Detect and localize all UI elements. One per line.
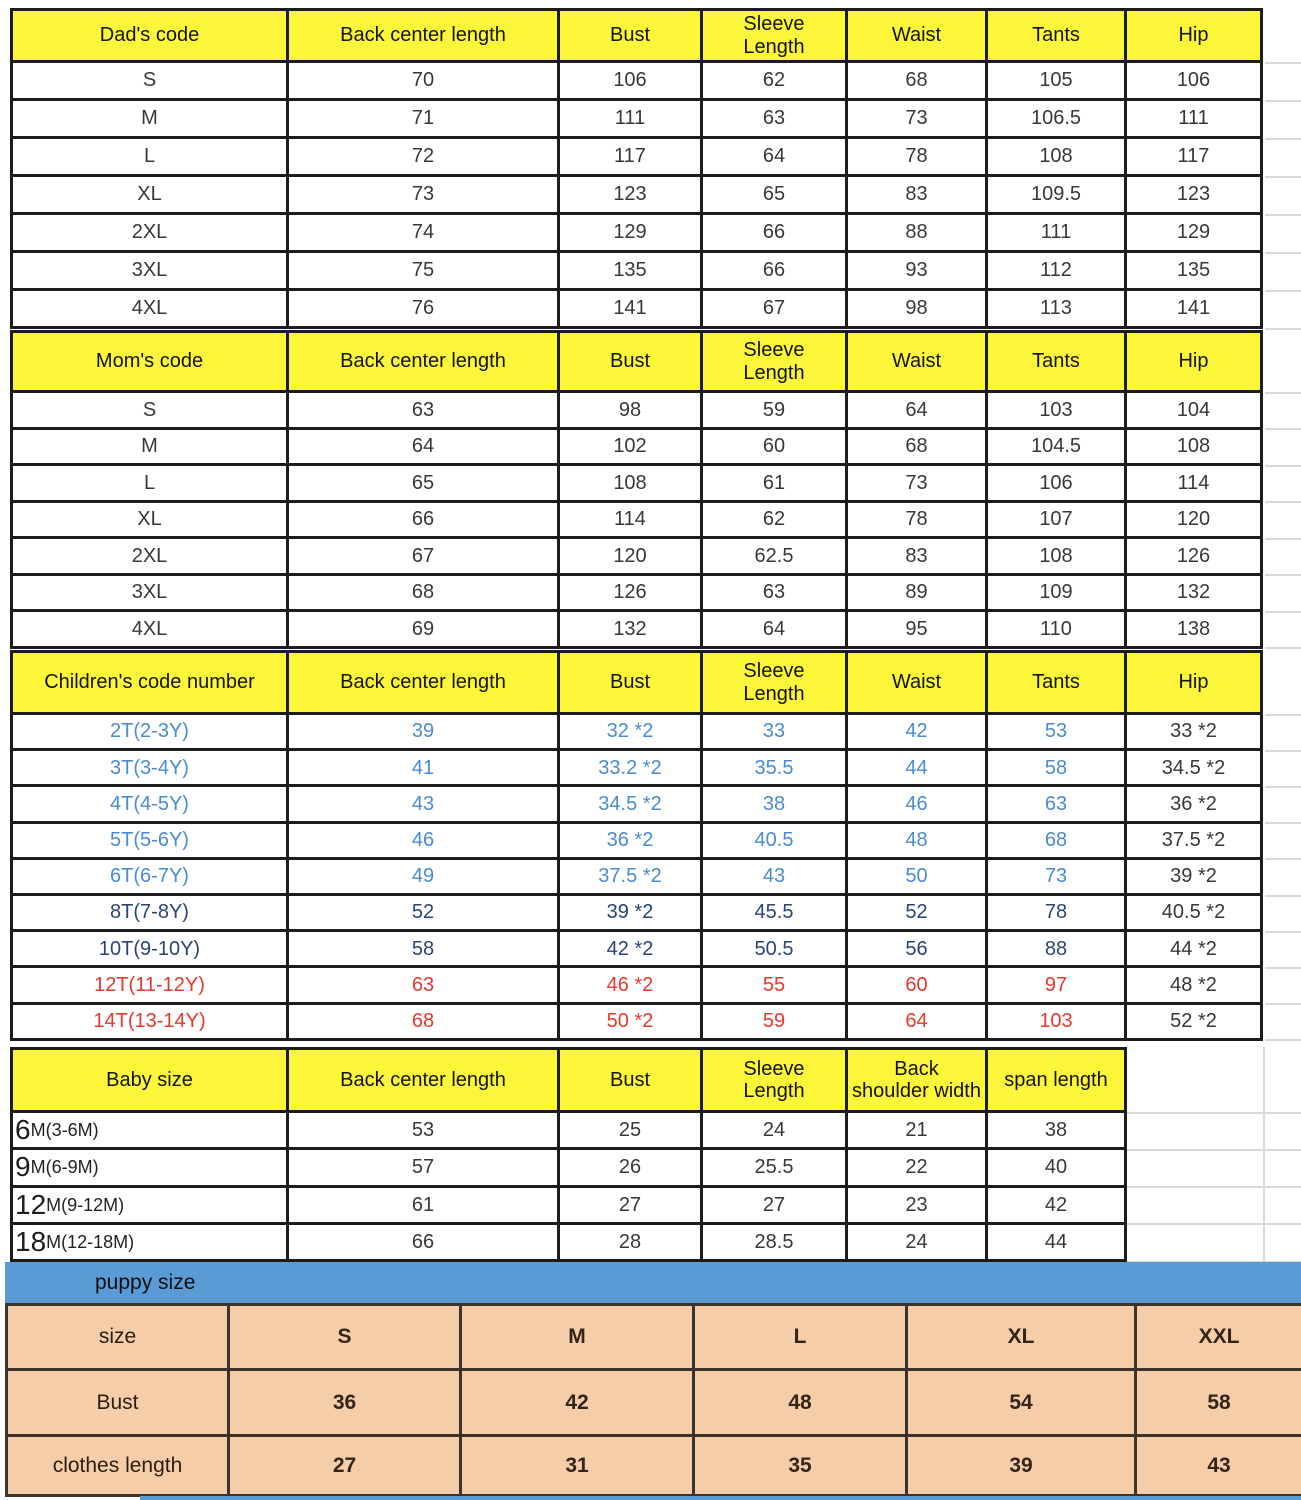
dad-header-cell-1: Back center length xyxy=(289,11,557,60)
faint-gridline xyxy=(1265,100,1301,102)
faint-gridline xyxy=(1265,967,1301,969)
puppy-row-1-cell-1: 36 xyxy=(230,1371,459,1434)
mom-header-cell-0: Mom's code xyxy=(13,333,286,390)
bottom-blue-strip xyxy=(140,1496,1301,1500)
faint-gridline xyxy=(1127,1186,1301,1188)
dad-row-2-cell-4: 78 xyxy=(848,139,985,174)
mom-row-2-label: L xyxy=(13,466,286,500)
mom-row-3-cell-3: 62 xyxy=(703,503,845,537)
dad-header-cell-5: Tants xyxy=(988,11,1124,60)
faint-gridline xyxy=(1263,1047,1265,1262)
mom-row-3-cell-6: 120 xyxy=(1127,503,1260,537)
children-row-2-cell-1: 43 xyxy=(289,787,557,820)
baby-row-0-cell-4: 21 xyxy=(848,1113,985,1147)
children-row-4-label: 6T(6-7Y) xyxy=(13,860,286,893)
puppy-size-banner-label: puppy size xyxy=(95,1270,196,1294)
dad-row-2-cell-6: 117 xyxy=(1127,139,1260,174)
dad-header-cell-2: Bust xyxy=(560,11,700,60)
baby-row-1-cell-5: 40 xyxy=(988,1150,1124,1184)
dad-row-0-cell-5: 105 xyxy=(988,63,1124,98)
mom-row-1-cell-1: 64 xyxy=(289,430,557,464)
children-row-7-cell-1: 63 xyxy=(289,968,557,1001)
dad-row-2-cell-2: 117 xyxy=(560,139,700,174)
children-row-4-cell-4: 50 xyxy=(848,860,985,893)
children-row-3-cell-4: 48 xyxy=(848,824,985,857)
dad-size-table xyxy=(10,8,1263,329)
faint-gridline xyxy=(1265,1003,1301,1005)
puppy-row-1-cell-5: 58 xyxy=(1137,1371,1301,1434)
children-row-3-label: 5T(5-6Y) xyxy=(13,824,286,857)
dad-row-6-label: 4XL xyxy=(13,291,286,326)
mom-row-1-label: M xyxy=(13,430,286,464)
puppy-row-2-label: clothes length xyxy=(8,1437,227,1494)
puppy-size-table xyxy=(5,1303,1301,1497)
baby-header-cell-2: Bust xyxy=(560,1050,700,1110)
children-row-4-cell-5: 73 xyxy=(988,860,1124,893)
puppy-row-1-cell-4: 54 xyxy=(908,1371,1134,1434)
puppy-size-banner xyxy=(5,1262,1301,1303)
children-row-1-cell-3: 35.5 xyxy=(703,751,845,784)
faint-gridline xyxy=(1265,647,1301,649)
mom-row-4-cell-1: 67 xyxy=(289,539,557,573)
puppy-row-0-cell-5: XXL xyxy=(1137,1306,1301,1368)
mom-row-2-cell-1: 65 xyxy=(289,466,557,500)
baby-size-table xyxy=(10,1047,1127,1262)
faint-gridline xyxy=(1127,1112,1301,1114)
dad-row-5-cell-5: 112 xyxy=(988,253,1124,288)
mom-row-1-cell-6: 108 xyxy=(1127,430,1260,464)
children-row-6-cell-2: 42 *2 xyxy=(560,932,700,965)
children-row-2-cell-4: 46 xyxy=(848,787,985,820)
baby-row-3-cell-2: 28 xyxy=(560,1225,700,1259)
baby-row-3-label: 18 M(12-18M) xyxy=(13,1225,286,1259)
faint-gridline xyxy=(1265,714,1301,716)
baby-row-1-cell-3: 25.5 xyxy=(703,1150,845,1184)
dad-row-1-cell-6: 111 xyxy=(1127,101,1260,136)
puppy-row-2-cell-3: 35 xyxy=(695,1437,905,1494)
dad-row-2-label: L xyxy=(13,139,286,174)
dad-row-3-cell-1: 73 xyxy=(289,177,557,212)
faint-gridline xyxy=(1265,62,1301,64)
dad-row-2-cell-1: 72 xyxy=(289,139,557,174)
faint-gridline xyxy=(1265,392,1301,394)
children-row-0-label: 2T(2-3Y) xyxy=(13,715,286,748)
dad-row-5-cell-3: 66 xyxy=(703,253,845,288)
baby-header-cell-0: Baby size xyxy=(13,1050,286,1110)
children-row-2-label: 4T(4-5Y) xyxy=(13,787,286,820)
mom-row-4-cell-2: 120 xyxy=(560,539,700,573)
faint-gridline xyxy=(1265,895,1301,897)
faint-gridline xyxy=(1265,750,1301,752)
puppy-row-2-cell-2: 31 xyxy=(462,1437,692,1494)
dad-row-0-cell-3: 62 xyxy=(703,63,845,98)
children-row-0-cell-3: 33 xyxy=(703,715,845,748)
puppy-row-2-cell-4: 39 xyxy=(908,1437,1134,1494)
children-row-1-cell-5: 58 xyxy=(988,751,1124,784)
children-row-8-cell-3: 59 xyxy=(703,1005,845,1038)
faint-gridline xyxy=(1265,428,1301,430)
mom-row-0-label: S xyxy=(13,393,286,427)
children-row-3-cell-3: 40.5 xyxy=(703,824,845,857)
puppy-row-0-cell-1: S xyxy=(230,1306,459,1368)
mom-row-0-cell-1: 63 xyxy=(289,393,557,427)
dad-row-1-cell-5: 106.5 xyxy=(988,101,1124,136)
mom-row-5-cell-6: 132 xyxy=(1127,576,1260,610)
children-row-8-cell-1: 68 xyxy=(289,1005,557,1038)
puppy-row-1-label: Bust xyxy=(8,1371,227,1434)
children-row-8-cell-4: 64 xyxy=(848,1005,985,1038)
children-row-1-cell-2: 33.2 *2 xyxy=(560,751,700,784)
faint-gridline xyxy=(1265,822,1301,824)
faint-gridline xyxy=(1265,538,1301,540)
children-row-4-cell-6: 39 *2 xyxy=(1127,860,1260,893)
children-header-cell-2: Bust xyxy=(560,653,700,712)
mom-row-2-cell-6: 114 xyxy=(1127,466,1260,500)
mom-row-3-cell-4: 78 xyxy=(848,503,985,537)
dad-row-1-label: M xyxy=(13,101,286,136)
dad-row-4-cell-1: 74 xyxy=(289,215,557,250)
mom-row-2-cell-4: 73 xyxy=(848,466,985,500)
children-row-4-cell-3: 43 xyxy=(703,860,845,893)
children-row-0-cell-6: 33 *2 xyxy=(1127,715,1260,748)
children-row-5-label: 8T(7-8Y) xyxy=(13,896,286,929)
dad-row-3-label: XL xyxy=(13,177,286,212)
children-row-5-cell-3: 45.5 xyxy=(703,896,845,929)
baby-row-0-cell-3: 24 xyxy=(703,1113,845,1147)
dad-row-0-cell-6: 106 xyxy=(1127,63,1260,98)
children-row-6-cell-1: 58 xyxy=(289,932,557,965)
baby-row-1-label: 9 M(6-9M) xyxy=(13,1150,286,1184)
mom-header-cell-5: Tants xyxy=(988,333,1124,390)
faint-gridline xyxy=(1265,501,1301,503)
mom-row-0-cell-2: 98 xyxy=(560,393,700,427)
baby-row-1-cell-2: 26 xyxy=(560,1150,700,1184)
mom-header-cell-3: Sleeve Length xyxy=(703,333,845,390)
dad-row-5-cell-4: 93 xyxy=(848,253,985,288)
mom-row-5-cell-2: 126 xyxy=(560,576,700,610)
dad-row-4-cell-2: 129 xyxy=(560,215,700,250)
mom-row-4-cell-5: 108 xyxy=(988,539,1124,573)
dad-row-5-cell-6: 135 xyxy=(1127,253,1260,288)
dad-row-4-cell-3: 66 xyxy=(703,215,845,250)
children-row-8-cell-2: 50 *2 xyxy=(560,1005,700,1038)
dad-row-6-cell-3: 67 xyxy=(703,291,845,326)
faint-gridline xyxy=(1265,328,1301,330)
children-row-1-cell-4: 44 xyxy=(848,751,985,784)
dad-row-0-cell-1: 70 xyxy=(289,63,557,98)
children-row-6-cell-6: 44 *2 xyxy=(1127,932,1260,965)
mom-row-6-cell-6: 138 xyxy=(1127,612,1260,646)
mom-header-cell-1: Back center length xyxy=(289,333,557,390)
children-row-7-cell-5: 97 xyxy=(988,968,1124,1001)
mom-row-2-cell-5: 106 xyxy=(988,466,1124,500)
dad-row-4-cell-5: 111 xyxy=(988,215,1124,250)
mom-header-cell-4: Waist xyxy=(848,333,985,390)
baby-row-3-cell-1: 66 xyxy=(289,1225,557,1259)
mom-row-1-cell-4: 68 xyxy=(848,430,985,464)
children-row-1-cell-6: 34.5 *2 xyxy=(1127,751,1260,784)
children-row-0-cell-2: 32 *2 xyxy=(560,715,700,748)
children-row-8-cell-6: 52 *2 xyxy=(1127,1005,1260,1038)
children-row-6-label: 10T(9-10Y) xyxy=(13,932,286,965)
baby-row-0-cell-1: 53 xyxy=(289,1113,557,1147)
mom-row-4-cell-4: 83 xyxy=(848,539,985,573)
baby-header-cell-4: Back shoulder width xyxy=(848,1050,985,1110)
children-row-0-cell-4: 42 xyxy=(848,715,985,748)
children-row-3-cell-2: 36 *2 xyxy=(560,824,700,857)
children-row-0-cell-5: 53 xyxy=(988,715,1124,748)
children-row-5-cell-2: 39 *2 xyxy=(560,896,700,929)
mom-row-6-cell-1: 69 xyxy=(289,612,557,646)
dad-header-cell-0: Dad's code xyxy=(13,11,286,60)
baby-row-2-cell-3: 27 xyxy=(703,1188,845,1222)
mom-row-6-cell-5: 110 xyxy=(988,612,1124,646)
baby-header-cell-3: Sleeve Length xyxy=(703,1050,845,1110)
dad-row-1-cell-1: 71 xyxy=(289,101,557,136)
children-row-6-cell-5: 88 xyxy=(988,932,1124,965)
mom-row-4-cell-6: 126 xyxy=(1127,539,1260,573)
faint-gridline xyxy=(1265,786,1301,788)
mom-row-0-cell-6: 104 xyxy=(1127,393,1260,427)
children-row-2-cell-2: 34.5 *2 xyxy=(560,787,700,820)
mom-row-1-cell-5: 104.5 xyxy=(988,430,1124,464)
baby-row-2-cell-5: 42 xyxy=(988,1188,1124,1222)
mom-row-3-cell-5: 107 xyxy=(988,503,1124,537)
faint-gridline xyxy=(1265,858,1301,860)
mom-row-4-cell-3: 62.5 xyxy=(703,539,845,573)
faint-gridline xyxy=(1127,1149,1301,1151)
mom-row-0-cell-3: 59 xyxy=(703,393,845,427)
baby-row-0-cell-5: 38 xyxy=(988,1113,1124,1147)
mom-row-6-label: 4XL xyxy=(13,612,286,646)
children-row-7-cell-2: 46 *2 xyxy=(560,968,700,1001)
mom-size-table xyxy=(10,330,1263,649)
dad-row-1-cell-2: 111 xyxy=(560,101,700,136)
baby-row-2-cell-1: 61 xyxy=(289,1188,557,1222)
puppy-row-0-cell-3: L xyxy=(695,1306,905,1368)
dad-row-3-cell-4: 83 xyxy=(848,177,985,212)
mom-header-cell-2: Bust xyxy=(560,333,700,390)
mom-row-6-cell-4: 95 xyxy=(848,612,985,646)
faint-gridline xyxy=(1265,290,1301,292)
children-size-table xyxy=(10,650,1263,1041)
children-row-4-cell-2: 37.5 *2 xyxy=(560,860,700,893)
children-header-cell-5: Tants xyxy=(988,653,1124,712)
faint-gridline xyxy=(1127,1223,1301,1225)
dad-header-cell-3: Sleeve Length xyxy=(703,11,845,60)
puppy-row-0-cell-2: M xyxy=(462,1306,692,1368)
children-row-0-cell-1: 39 xyxy=(289,715,557,748)
dad-row-5-cell-1: 75 xyxy=(289,253,557,288)
dad-header-cell-4: Waist xyxy=(848,11,985,60)
children-row-2-cell-6: 36 *2 xyxy=(1127,787,1260,820)
faint-gridline xyxy=(1265,176,1301,178)
faint-gridline xyxy=(1265,574,1301,576)
dad-row-1-cell-4: 73 xyxy=(848,101,985,136)
children-row-5-cell-6: 40.5 *2 xyxy=(1127,896,1260,929)
baby-header-cell-5: span length xyxy=(988,1050,1124,1110)
children-header-cell-3: Sleeve Length xyxy=(703,653,845,712)
dad-row-6-cell-5: 113 xyxy=(988,291,1124,326)
faint-gridline xyxy=(1265,138,1301,140)
puppy-row-0-cell-4: XL xyxy=(908,1306,1134,1368)
dad-row-2-cell-3: 64 xyxy=(703,139,845,174)
mom-row-4-label: 2XL xyxy=(13,539,286,573)
mom-row-5-cell-4: 89 xyxy=(848,576,985,610)
dad-row-0-cell-4: 68 xyxy=(848,63,985,98)
dad-row-3-cell-2: 123 xyxy=(560,177,700,212)
dad-row-4-cell-6: 129 xyxy=(1127,215,1260,250)
dad-row-5-cell-2: 135 xyxy=(560,253,700,288)
mom-row-5-cell-1: 68 xyxy=(289,576,557,610)
faint-gridline xyxy=(1265,214,1301,216)
dad-row-2-cell-5: 108 xyxy=(988,139,1124,174)
mom-row-5-cell-3: 63 xyxy=(703,576,845,610)
faint-gridline xyxy=(1265,611,1301,613)
children-row-5-cell-4: 52 xyxy=(848,896,985,929)
faint-gridline xyxy=(1265,252,1301,254)
baby-row-3-cell-5: 44 xyxy=(988,1225,1124,1259)
mom-row-5-cell-5: 109 xyxy=(988,576,1124,610)
dad-row-0-cell-2: 106 xyxy=(560,63,700,98)
mom-row-2-cell-2: 108 xyxy=(560,466,700,500)
baby-row-1-cell-4: 22 xyxy=(848,1150,985,1184)
children-row-5-cell-5: 78 xyxy=(988,896,1124,929)
children-row-6-cell-4: 56 xyxy=(848,932,985,965)
puppy-row-2-cell-1: 27 xyxy=(230,1437,459,1494)
dad-row-0-label: S xyxy=(13,63,286,98)
children-row-1-cell-1: 41 xyxy=(289,751,557,784)
children-row-2-cell-5: 63 xyxy=(988,787,1124,820)
baby-row-2-label: 12 M(9-12M) xyxy=(13,1188,286,1222)
mom-row-5-label: 3XL xyxy=(13,576,286,610)
children-row-7-cell-6: 48 *2 xyxy=(1127,968,1260,1001)
children-row-3-cell-6: 37.5 *2 xyxy=(1127,824,1260,857)
mom-row-3-cell-1: 66 xyxy=(289,503,557,537)
dad-row-5-label: 3XL xyxy=(13,253,286,288)
children-header-cell-1: Back center length xyxy=(289,653,557,712)
mom-row-3-cell-2: 114 xyxy=(560,503,700,537)
children-row-3-cell-1: 46 xyxy=(289,824,557,857)
puppy-row-1-cell-2: 42 xyxy=(462,1371,692,1434)
baby-row-2-cell-2: 27 xyxy=(560,1188,700,1222)
mom-row-3-label: XL xyxy=(13,503,286,537)
baby-row-0-cell-2: 25 xyxy=(560,1113,700,1147)
puppy-row-1-cell-3: 48 xyxy=(695,1371,905,1434)
dad-row-6-cell-1: 76 xyxy=(289,291,557,326)
dad-row-3-cell-3: 65 xyxy=(703,177,845,212)
dad-row-4-label: 2XL xyxy=(13,215,286,250)
faint-gridline xyxy=(1265,931,1301,933)
dad-row-6-cell-4: 98 xyxy=(848,291,985,326)
dad-header-cell-6: Hip xyxy=(1127,11,1260,60)
mom-row-1-cell-2: 102 xyxy=(560,430,700,464)
puppy-row-0-label: size xyxy=(8,1306,227,1368)
baby-row-3-cell-3: 28.5 xyxy=(703,1225,845,1259)
dad-row-6-cell-2: 141 xyxy=(560,291,700,326)
mom-row-1-cell-3: 60 xyxy=(703,430,845,464)
dad-row-6-cell-6: 141 xyxy=(1127,291,1260,326)
dad-row-3-cell-6: 123 xyxy=(1127,177,1260,212)
children-row-4-cell-1: 49 xyxy=(289,860,557,893)
mom-row-2-cell-3: 61 xyxy=(703,466,845,500)
baby-row-0-label: 6 M(3-6M) xyxy=(13,1113,286,1147)
puppy-row-2-cell-5: 43 xyxy=(1137,1437,1301,1494)
mom-row-0-cell-4: 64 xyxy=(848,393,985,427)
children-header-cell-4: Waist xyxy=(848,653,985,712)
children-row-3-cell-5: 68 xyxy=(988,824,1124,857)
children-row-2-cell-3: 38 xyxy=(703,787,845,820)
mom-row-0-cell-5: 103 xyxy=(988,393,1124,427)
dad-row-3-cell-5: 109.5 xyxy=(988,177,1124,212)
mom-row-6-cell-3: 64 xyxy=(703,612,845,646)
mom-row-6-cell-2: 132 xyxy=(560,612,700,646)
faint-gridline xyxy=(1265,465,1301,467)
children-header-cell-0: Children's code number xyxy=(13,653,286,712)
baby-row-3-cell-4: 24 xyxy=(848,1225,985,1259)
children-row-6-cell-3: 50.5 xyxy=(703,932,845,965)
children-row-7-cell-3: 55 xyxy=(703,968,845,1001)
children-row-7-cell-4: 60 xyxy=(848,968,985,1001)
dad-row-4-cell-4: 88 xyxy=(848,215,985,250)
children-row-1-label: 3T(3-4Y) xyxy=(13,751,286,784)
children-header-cell-6: Hip xyxy=(1127,653,1260,712)
faint-gridline xyxy=(1265,1039,1301,1041)
baby-header-cell-1: Back center length xyxy=(289,1050,557,1110)
children-row-5-cell-1: 52 xyxy=(289,896,557,929)
children-row-8-cell-5: 103 xyxy=(988,1005,1124,1038)
baby-row-1-cell-1: 57 xyxy=(289,1150,557,1184)
children-row-8-label: 14T(13-14Y) xyxy=(13,1005,286,1038)
mom-header-cell-6: Hip xyxy=(1127,333,1260,390)
children-row-7-label: 12T(11-12Y) xyxy=(13,968,286,1001)
dad-row-1-cell-3: 63 xyxy=(703,101,845,136)
baby-row-2-cell-4: 23 xyxy=(848,1188,985,1222)
